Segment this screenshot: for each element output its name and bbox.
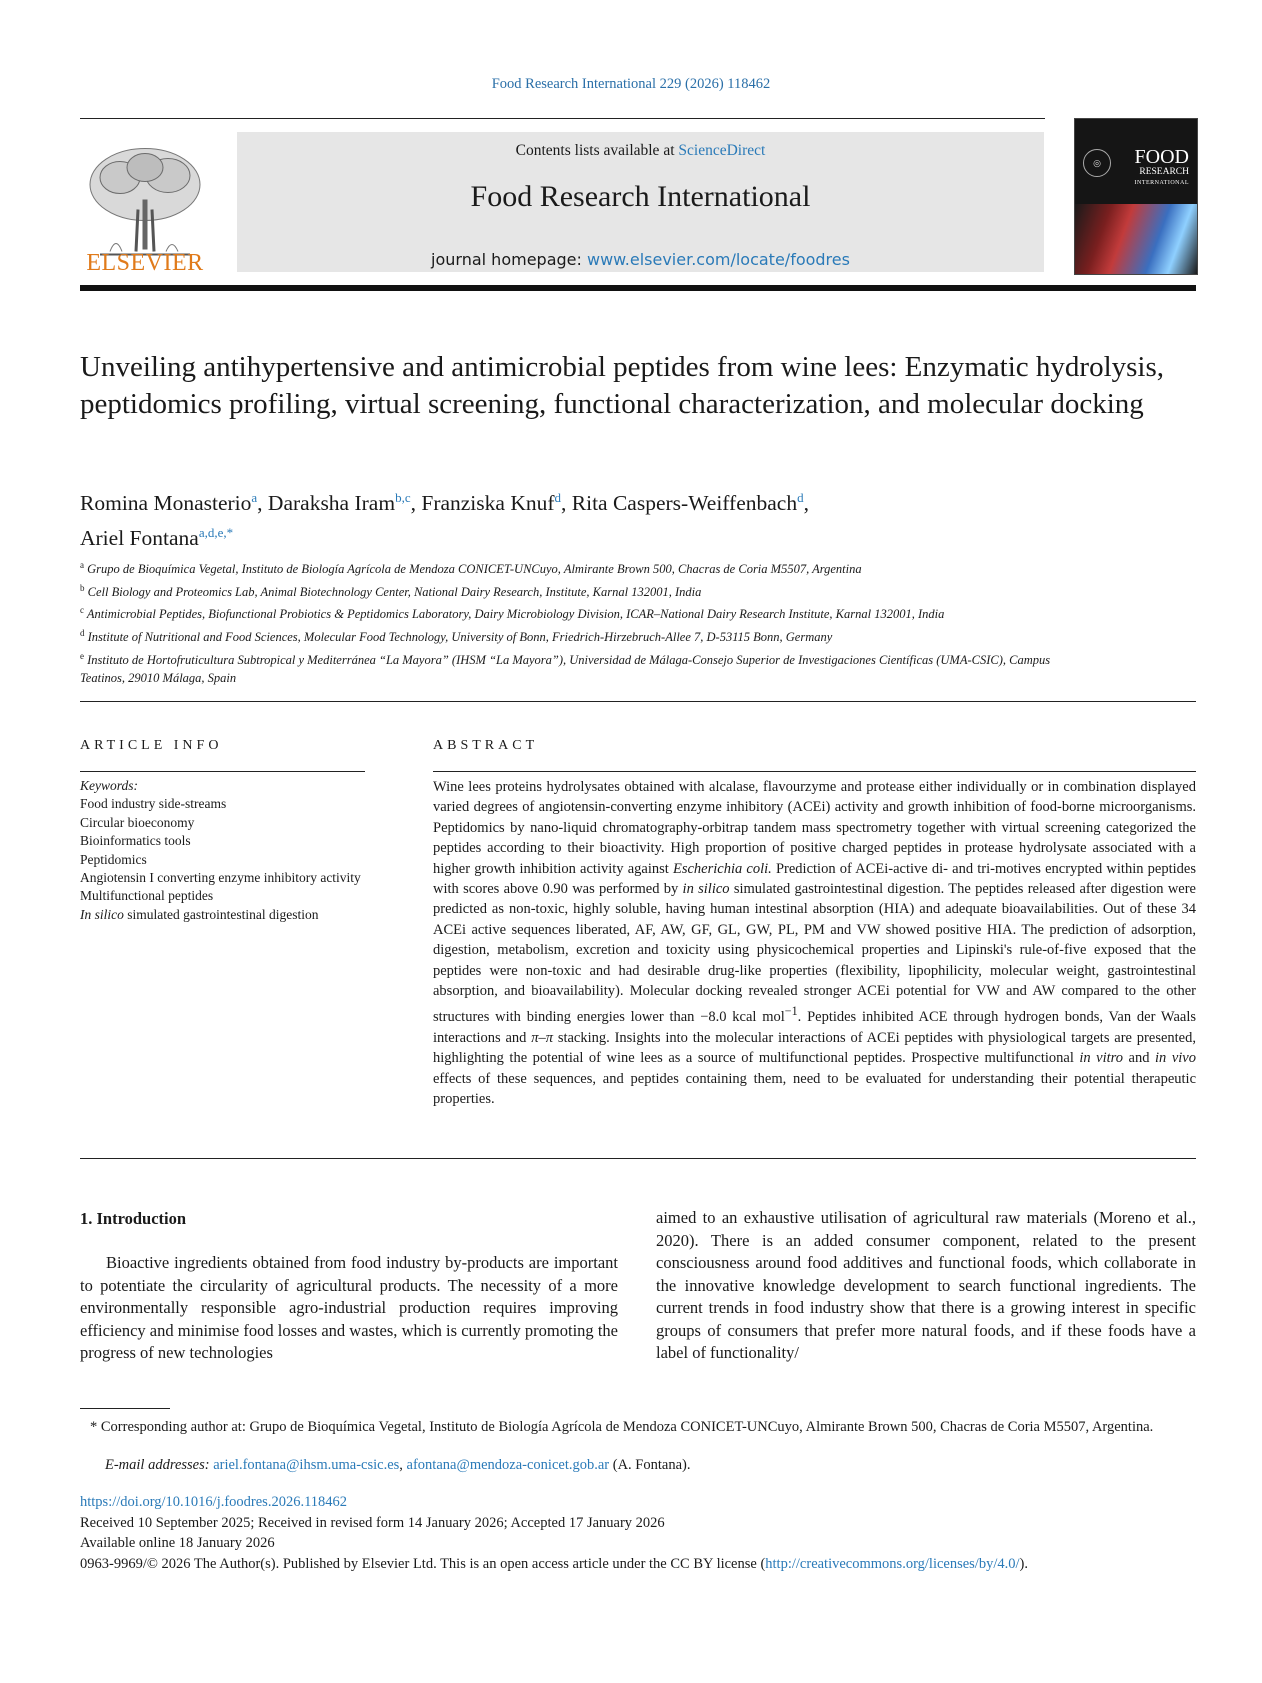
abstract-span: effects of these sequences, and peptides containing them, need to be evaluated for understanding their potential therapeutic properties.: [433, 1070, 1196, 1107]
abstract-italic: in vitro: [1079, 1050, 1124, 1067]
email-addresses: [105, 1457, 1195, 1474]
author-affil-sup[interactable]: d: [554, 490, 562, 505]
email-label: E-mail addresses:: [105, 1457, 210, 1473]
journal-cover-thumbnail[interactable]: [1074, 118, 1198, 275]
affiliation-sup: a: [80, 560, 84, 570]
abstract-span: Prediction of ACEi-active di- and tri-motives encrypted within peptides with scores above 0.90 was performed by: [433, 860, 1196, 898]
abstract-text: [433, 777, 1196, 1109]
contents-line: [237, 142, 1044, 160]
journal-banner: [237, 132, 1044, 272]
article-title: Unveiling antihypertensive and antimicrobial peptides from wine lees: Enzymatic hydrolysis, peptidomics profiling, virtual screening, functional characterization, and molecular docking: [80, 351, 1165, 420]
section-rule: [80, 1158, 1196, 1159]
introduction-left-column: Bioactive ingredients obtained from food industry by-products are important to potentiate the circularity of agricultural products. The necessity of a more environmentally responsible agro-industrial production requires improving efficiency and minimise food losses and wastes, which is currently promoting the progress of new technologies: [80, 1253, 618, 1362]
keyword-item: [80, 906, 370, 924]
introduction-heading: 1. Introduction: [80, 1209, 187, 1228]
homepage-link[interactable]: www.elsevier.com/locate/foodres: [586, 250, 850, 269]
corresponding-text: * Corresponding author at: Grupo de Bioquímica Vegetal, Instituto de Biología Agrícola de Mendoza CONICET-UNCuyo, Almirante Brown 500, Chacras de Coria M5507, Argentina.: [90, 1419, 1154, 1435]
author-sep: ,: [257, 491, 268, 516]
author-affil-sup[interactable]: a,d,e,*: [198, 525, 234, 541]
affiliation-text: Antimicrobial Peptides, Biofunctional Probiotics & Peptidomics Laboratory, Dairy Microbiology Division, ICAR–National Dairy Research Institute, Karnal 132001, India: [86, 607, 945, 622]
affiliation-text: Institute of Nutritional and Food Sciences, Molecular Food Technology, University of Bonn, Friedrich-Hirzebruch-Allee 7, D-53115 Bonn, Germany: [87, 630, 833, 645]
keyword-item: Food industry side-streams: [80, 796, 227, 812]
author-affil-sup[interactable]: b,c: [395, 490, 411, 505]
email-suffix: (A. Fontana).: [609, 1457, 691, 1473]
abstract-span: and: [1123, 1050, 1156, 1067]
keyword-rest: simulated gastrointestinal digestion: [123, 906, 319, 922]
email-link[interactable]: ariel.fontana@ihsm.uma-csic.es: [213, 1457, 400, 1473]
license-link[interactable]: http://creativecommons.org/licenses/by/4.0/: [765, 1555, 1020, 1572]
affiliation-item: [80, 556, 1080, 579]
introduction-right-column: aimed to an exhaustive utilisation of agricultural raw materials (Moreno et al., 2020). There is an added consumer component, related to the present consciousness around food additives and functional foods, which collaborate in the innovative knowledge development to search functional ingredients. The current trends in food industry show that there is a growing interest in specific groups of consumers that prefer more natural foods, and if these foods have a label of functionality/: [656, 1208, 1196, 1362]
affiliation-text: Instituto de Hortofruticultura Subtropical y Mediterránea “La Mayora” (IHSM “La Mayora”), Universidad de Málaga-Consejo Superior de Investigaciones Científicas (UMA-CSIC), Campus Teatinos, 29010 Málaga, Spain: [80, 652, 1051, 686]
affiliation-sup: d: [80, 627, 85, 638]
abstract-rule: [433, 771, 1196, 772]
abstract-italic: Escherichia coli.: [672, 860, 772, 877]
cover-title-line1: FOOD: [1134, 146, 1189, 168]
keyword-item: Angiotensin I converting enzyme inhibitory activity: [80, 870, 361, 886]
abstract-italic: in silico: [682, 881, 730, 898]
affiliation-list: [80, 556, 1080, 688]
journal-name: Food Research International: [470, 180, 811, 213]
author-affil-sup[interactable]: a: [251, 490, 258, 505]
sciencedirect-link[interactable]: ScienceDirect: [678, 142, 766, 159]
abstract-italic: in vivo: [1155, 1050, 1196, 1067]
affiliation-sup: c: [80, 605, 84, 616]
footnote-rule: [80, 1408, 170, 1409]
section-rule: [80, 701, 1196, 702]
author-name[interactable]: Franziska Knuf: [421, 491, 555, 516]
affiliation-text: Cell Biology and Proteomics Lab, Animal Biotechnology Center, National Dairy Research, Institute, Karnal 132001, India: [87, 584, 702, 599]
abstract-span: simulated gastrointestinal digestion. The peptides released after digestion were predicted as non-toxic, highly soluble, having human intestinal absorption (HIA) and adequate bioavailabilities. Out of these 34 ACEi active sequences liberated, AF, AW, GF, GL, GW, PL, PM and VW showed positive HIA. The prediction of adsorption, digestion, metabolism, excretion and toxicity using physicochemical properties and Lipinski's rule-of-five exposed that the peptides were non-toxic and had desirable drug-like properties (flexibility, lipophilicity, molecular weight, gastrointestinal absorption, and bioavailability). Molecular docking revealed stronger ACEi potential for VW and AW compared to the other structures with binding energies lower than −8.0 kcal mol: [433, 881, 1196, 1026]
elsevier-wordmark[interactable]: ELSEVIER: [86, 250, 204, 276]
affiliation-item: [80, 579, 1080, 602]
affiliation-sup: e: [80, 650, 84, 661]
corresponding-author-note: [80, 1417, 1196, 1438]
available-online: Available online 18 January 2026: [80, 1535, 275, 1552]
keyword-item: Circular bioeconomy: [80, 814, 195, 830]
email-link[interactable]: afontana@mendoza-conicet.gob.ar: [406, 1457, 610, 1473]
cover-image: [1075, 204, 1197, 274]
homepage-line: [237, 250, 1044, 269]
author-affil-sup[interactable]: d: [797, 490, 804, 505]
author-sep: ,: [561, 491, 572, 516]
keyword-item: Peptidomics: [80, 851, 147, 867]
author-name[interactable]: Rita Caspers-Weiffenbach: [571, 491, 798, 516]
affiliation-sup: b: [80, 582, 85, 593]
contents-prefix: Contents lists available at: [515, 142, 679, 159]
abstract-italic: π–π: [531, 1029, 553, 1046]
affiliation-text: Grupo de Bioquímica Vegetal, Instituto de Biología Agrícola de Mendoza CONICET-UNCuyo, Almirante Brown 500, Chacras de Coria M5507, Argentina: [87, 562, 862, 577]
journal-citation[interactable]: Food Research International 229 (2026) 118462: [491, 76, 771, 92]
header-thick-rule: [80, 285, 1196, 291]
affiliation-item: [80, 647, 1080, 688]
affiliation-item: [80, 601, 1080, 624]
received-dates: Received 10 September 2025; Received in revised form 14 January 2026; Accepted 17 January 2026: [80, 1514, 665, 1531]
cover-title-line2: RESEARCH: [1139, 167, 1189, 177]
abstract-span: . Peptides inhibited ACE through hydrogen bonds, Van der Waals interactions and: [433, 1009, 1196, 1046]
doi-link[interactable]: https://doi.org/10.1016/j.foodres.2026.118462: [80, 1494, 348, 1510]
cover-title-line3: INTERNATIONAL: [1134, 179, 1189, 186]
abstract-sup: −1: [784, 1004, 798, 1019]
article-meta: [80, 1492, 1196, 1574]
article-info-heading: ARTICLE INFO: [80, 738, 223, 753]
cover-title: [1115, 147, 1195, 186]
keyword-item: Multifunctional peptides: [80, 888, 214, 904]
abstract-heading: ABSTRACT: [433, 738, 539, 753]
keywords-label: Keywords:: [80, 778, 138, 793]
author-sep: ,: [803, 491, 809, 516]
author-name[interactable]: Romina Monasterio: [80, 491, 252, 516]
license-prefix: 0963-9969/© 2026 The Author(s). Published by Elsevier Ltd. This is an open access article under the CC BY license (: [80, 1555, 766, 1572]
header-rule: [80, 118, 1045, 119]
license-suffix: ).: [1019, 1555, 1028, 1572]
homepage-prefix: journal homepage:: [431, 250, 587, 269]
author-name[interactable]: Ariel Fontana: [80, 526, 199, 551]
author-name[interactable]: Daraksha Iram: [267, 491, 396, 516]
keyword-item: Bioinformatics tools: [80, 833, 191, 849]
author-list: [80, 483, 1180, 553]
keyword-italic: In silico: [80, 906, 124, 922]
license-line: [80, 1554, 1196, 1575]
email-sep: ,: [399, 1457, 407, 1473]
abstract-span: stacking. Insights into the molecular interactions of ACEi peptides with physiological targets are presented, highlighting the potential of wine lees as a source of multifunctional peptides. Prospective multifunctional: [433, 1029, 1196, 1067]
cover-seal-icon: ◎: [1083, 149, 1111, 177]
article-info-rule: [80, 771, 365, 772]
affiliation-item: [80, 624, 1080, 647]
keywords-list: [80, 777, 370, 924]
abstract-span: Wine lees proteins hydrolysates obtained with alcalase, flavourzyme and protease either individually or in combination displayed varied degrees of angiotensin-converting enzyme inhibitory (ACEi) activity and growth inhibition of food-borne microorganisms. Peptidomics by nano-liquid chromatography-orbitrap tandem mass spectrometry together with virtual screening categorized the peptides according to their bioactivity. High proportion of positive charged peptides in protease hydrolysate associated with a higher growth inhibition activity against: [433, 779, 1196, 877]
author-sep: ,: [410, 491, 422, 516]
